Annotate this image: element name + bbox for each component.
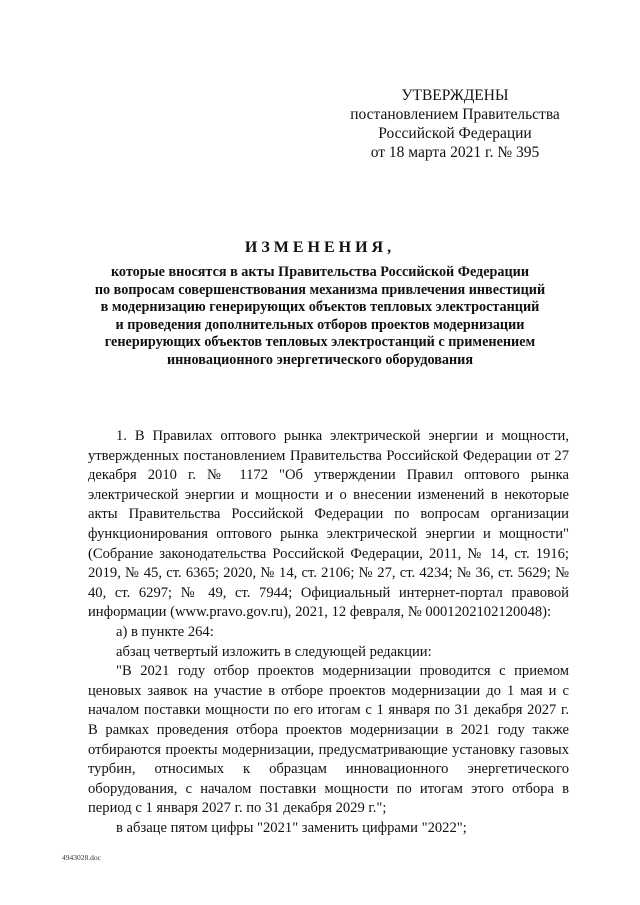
body-paragraph: в абзаце пятом цифры "2021" заменить цифрами "2022";	[116, 819, 467, 836]
approval-line-2: Российской Федерации	[378, 125, 532, 142]
approval-title: УТВЕРЖДЕНЫ	[401, 87, 509, 104]
heading-line: и проведения дополнительных отборов проектов модернизации	[115, 316, 525, 333]
heading-line: генерирующих объектов тепловых электростанций с применением	[104, 334, 536, 350]
heading-line: в модернизацию генерирующих объектов тепловых электростанций	[100, 299, 540, 315]
heading-line: которые вносятся в акты Правительства Российской Федерации	[110, 264, 530, 280]
body-paragraph: а) в пункте 264:	[116, 623, 214, 640]
approval-block	[330, 86, 580, 162]
body-paragraph: 1. В Правилах оптового рынка электрической энергии и мощности, утвержденных постановлением Правительства Российской Федерации от 27 декабря 2010 г. № 1172 "Об утверждении Правил оптового рынка электрической энергии и мощности и о внесении изменений в некоторые акты Правительства Российской Федерации по вопросам организации функционирования оптового рынка электрической энергии и мощности" (Собрание законодательства Российской Федерации, 2011, № 14, ст. 1916; 2019, № 45, ст. 6365; 2020, № 14, ст. 2106; № 27, ст. 4234; № 36, ст. 5629; № 40, ст. 6297; № 49, ст. 7944; Официальный интернет-портал правовой информации (www.pravo.gov.ru), 2021, 12 февраля, № 0001202102120048):	[88, 428, 569, 621]
document-file-id: 4943028.doc	[62, 853, 101, 862]
document-body	[88, 427, 569, 838]
heading-line: по вопросам совершенствования механизма привлечения инвестиций	[94, 281, 546, 298]
approval-line-1: постановлением Правительства	[350, 106, 560, 123]
heading-title: ИЗМЕНЕНИЯ,	[244, 239, 396, 256]
document-heading	[60, 238, 580, 369]
approval-line-3: от 18 марта 2021 г. № 395	[370, 144, 540, 161]
heading-line: инновационного энергетического оборудования	[166, 351, 474, 368]
body-paragraph: абзац четвертый изложить в следующей редакции:	[116, 643, 432, 660]
body-paragraph: "В 2021 году отбор проектов модернизации проводится с приемом ценовых заявок на участие в отборе проектов модернизации до 1 мая и с началом поставки мощности по его итогам с 1 января по 31 декабря 2027 г. В рамках проведения отбора проектов модернизации в 2021 году также отбираются проекты модернизации, предусматривающие установку газовых турбин, относимых к образцам инновационного энергетического оборудования, с началом поставки мощности по итогам этого отбора в период с 1 января 2027 г. по 31 декабря 2029 г.";	[88, 663, 569, 817]
